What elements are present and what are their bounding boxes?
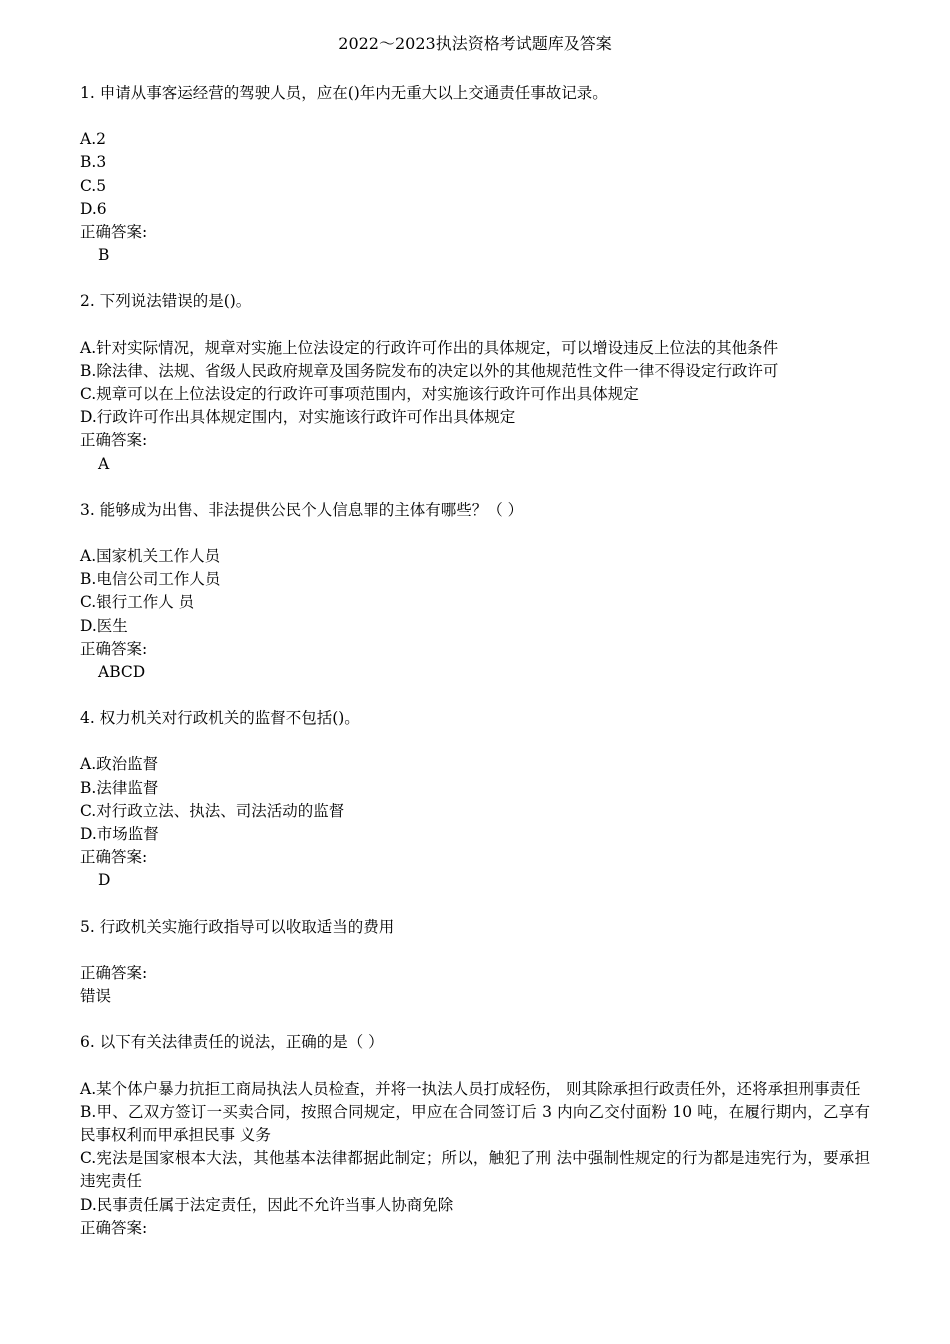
answer-value: D: [98, 871, 111, 890]
option-a: A.政治监督: [80, 755, 159, 774]
option-c: C.5: [80, 176, 107, 195]
question-item: [80, 707, 870, 892]
question-stem: 4. 权力机关对行政机关的监督不包括()。: [80, 709, 360, 728]
answer-label: 正确答案:: [80, 639, 148, 658]
option-b: B.甲、乙双方签订一买卖合同，按照合同规定，甲应在合同签订后 3 内向乙交付面粉 10 吨，在履行期内，乙享有民事权利而甲承担民事 义务: [80, 1102, 870, 1144]
question-item: [80, 82, 870, 267]
answer-value: B: [98, 246, 110, 265]
option-a: A.2: [80, 130, 106, 149]
option-c: C.规章可以在上位法设定的行政许可事项范围内，对实施该行政许可作出具体规定: [80, 385, 639, 404]
option-d: D.市场监督: [80, 825, 159, 844]
option-b: B.法律监督: [80, 778, 159, 797]
question-stem: 6. 以下有关法律责任的说法，正确的是（ ）: [80, 1033, 384, 1052]
answer-label: 正确答案:: [80, 1218, 148, 1237]
answer-value: ABCD: [98, 663, 146, 682]
option-d: D.行政许可作出具体规定围内，对实施该行政许可作出具体规定: [80, 408, 516, 427]
option-a: A.某个体户暴力抗拒工商局执法人员检查，并将一执法人员打成轻伤， 则其除承担行政责任外，还将承担刑事责任: [80, 1079, 861, 1098]
answer-label: 正确答案:: [80, 431, 148, 450]
question-item: [80, 1031, 870, 1240]
question-item: [80, 290, 870, 475]
question-stem: 2. 下列说法错误的是()。: [80, 292, 252, 311]
option-c: C.对行政立法、执法、司法活动的监督: [80, 801, 345, 820]
answer-value: 错误: [80, 987, 112, 1006]
answer-label: 正确答案:: [80, 223, 148, 242]
question-stem: 1. 申请从事客运经营的驾驶人员，应在()年内无重大以上交通责任事故记录。: [80, 84, 608, 102]
question-item: [80, 916, 870, 1009]
option-d: D.6: [80, 199, 107, 218]
option-b: B.3: [80, 153, 107, 172]
option-c: C.银行工作人 员: [80, 593, 195, 612]
option-a: A.针对实际情况，规章对实施上位法设定的行政许可作出的具体规定，可以增设违反上位法的其他条件: [80, 338, 779, 357]
option-d: D.医生: [80, 616, 128, 635]
answer-label: 正确答案:: [80, 963, 148, 982]
answer-label: 正确答案:: [80, 848, 148, 867]
question-stem: 3. 能够成为出售、非法提供公民个人信息罪的主体有哪些？（ ）: [80, 500, 524, 519]
document-title: 2022～2023执法资格考试题库及答案: [338, 34, 612, 53]
option-a: A.国家机关工作人员: [80, 547, 221, 566]
option-c: C.宪法是国家根本大法，其他基本法律都据此制定；所以，触犯了刑 法中强制性规定的行为都是违宪行为，要承担违宪责任: [80, 1149, 870, 1191]
question-list: [80, 82, 870, 1263]
answer-value: A: [98, 454, 110, 473]
question-stem: 5. 行政机关实施行政指导可以收取适当的费用: [80, 917, 395, 936]
question-item: [80, 499, 870, 684]
option-d: D.民事责任属于法定责任，因此不允许当事人协商免除: [80, 1195, 454, 1214]
option-b: B.电信公司工作人员: [80, 570, 221, 589]
option-b: B.除法律、法规、省级人民政府规章及国务院发布的决定以外的其他规范性文件一律不得设定行政许可: [80, 361, 779, 380]
